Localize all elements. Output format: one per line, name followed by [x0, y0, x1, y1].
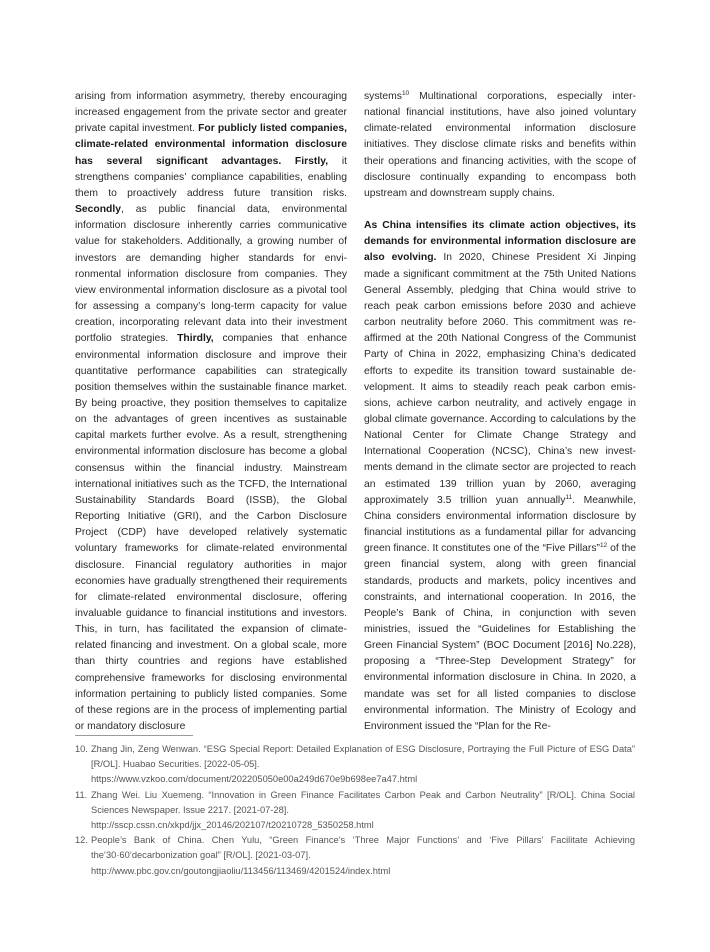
- left-column: [75, 89, 347, 735]
- footnote-citation: People’s Bank of China. Chen Yulu, “Green Finance’s ‘Three Major Functions’ and ‘Five Pillars’ Facilitate Achieving the‘30·60’decarbonization goal” [R/OL]. [2021-03-07].: [91, 835, 635, 861]
- footnote-item: [75, 788, 635, 834]
- bold-emphasis: Secondly: [75, 204, 121, 216]
- paragraph-text: companies that enhance environmental information disclosure and improve their quantitative performance capabilities can strategically position themselves within the sustainable finance market. By being proactive, they position themselves to capitalize on the advantages of green incentives as sustainable capital markets further evolve. As a result, strengthening environmental information disclosure has become a global consensus within the financial industry. Mainstream international initiatives such as the TCFD, the International Sustainability Standards Board (ISSB), the Global Reporting Initiative (GRI), and the Carbon Disclosure Project (CDP) have developed relatively systematic voluntary frameworks for climate-related environmental disclosure. Financial regulatory authorities in major economies have gradually strengthened their requirements for climate-related environmental disclosure, offering invaluable guidance to financial institutions and investors. This, in turn, has facilitated the expansion of climate-related financing and investment. On a global scale, more than thirty countries and regions have established comprehensive frameworks for disclosing environmental information pertaining to publicly listed companies. Some of these regions are in the process of implementing partial or mandatory disclosure: [75, 333, 347, 733]
- footnote-url[interactable]: http://sscp.cssn.cn/xkpd/jjx_20146/202107/t20210728_5350258.html: [91, 820, 374, 831]
- body-paragraph: [364, 218, 636, 735]
- body-paragraph: [75, 89, 347, 735]
- paragraph-text: of the green financial system, along with green financial standards, products and markets, policy incentives and constraints, and international cooperation. In 2016, the People’s Bank of China, in conjunction with seven ministries, issued the “Guidelines for Establishing the Green Financial System” (BOC Document [2016] No.228), proposing a “Three-Step Development Strategy” for environmental information disclosure in China. In 2020, a mandate was set for all listed companies to disclose environmental information. The Ministry of Ecology and Environment issued the “Plan for the Re-: [364, 543, 636, 732]
- paragraph-text: arising from information asymmetry, thereby encouraging increased engagement from the private sector and greater private capital investment.: [75, 91, 347, 135]
- bold-emphasis: Thirdly,: [177, 333, 214, 345]
- footnote-reference[interactable]: 11: [565, 493, 573, 501]
- footnote-number: 11.: [75, 789, 88, 800]
- footnote-reference[interactable]: 10: [401, 90, 410, 97]
- footnote-citation: Zhang Wei. Liu Xuemeng. “Innovation in Green Finance Facilitates Carbon Peak and Carbon Neutrality” [R/OL]. China Social Sciences Newspaper. Issue 2217. [2021-07-28].: [91, 789, 635, 815]
- body-paragraph: [364, 89, 636, 202]
- footnote-item: [75, 833, 635, 879]
- footnote-citation: Zhang Jin, Zeng Wenwan. “ESG Special Report: Detailed Explanation of ESG Disclosure, Portraying the Full Picture of ESG Data” [R/OL]. Huabao Securities. [2022-05-05].: [91, 744, 635, 770]
- footnote-reference[interactable]: 12: [599, 542, 608, 550]
- bold-emphasis: As China intensifies its climate action objectives, its demands for environmental information disclosure are also evolving.: [364, 220, 636, 264]
- paragraph-text: Multinational corporations, especially international financial institutions, have also joined voluntary climate-related environmental information disclosure initiatives. They disclose climate risks and benefits within their operations and financing activities, with the scope of disclosure continually expanding to encompass both upstream and downstream supply chains.: [364, 91, 636, 199]
- paragraph-text: In 2020, Chinese President Xi Jinping made a significant commitment at the 75th United Nations General Assembly, pledging that China would strive to reach peak carbon emissions before 2030 and achieve carbon neutrality before 2060. This commitment was reaffirmed at the 20th National Congress of the Communist Party of China in 2022, emphasizing China’s dedicated efforts to expedite its transition toward sustainable development. It aims to steadily reach peak carbon emissions, achieve carbon neutrality, and actively engage in global climate governance. According to calculations by the National Center for Climate Change Strategy and International Cooperation (NCSC), China’s new investments demand in the climate sector are projected to reach an estimated 139 trillion yuan by 2060, averaging approximately 3.5 trillion yuan annually: [364, 252, 636, 506]
- paragraph-text: . Meanwhile, China considers environmental information disclosure by financial institutions as a fundamental pillar for advancing green finance. It constitutes one of the “Five Pillars”: [364, 494, 636, 555]
- footnotes: [75, 742, 635, 879]
- footnote-url[interactable]: https://www.vzkoo.com/document/202205050e00a249d670e9b698ee7a47.html: [91, 774, 418, 785]
- footnote-number: 10.: [75, 744, 88, 754]
- paragraph-text: , as public financial data, environmental information disclosure inherently carries communicative value for stakeholders. Additionally, a growing number of investors are demanding higher standards for environmental information disclosure from companies. They view environmental information disclosure as a pivotal tool for assessing a company’s long-term capacity for value creation, incorporating relevant data into their investment portfolio strategies.: [75, 204, 347, 345]
- paragraph-text: systems: [364, 91, 402, 102]
- bold-emphasis: For publicly listed companies, climate-related environmental information disclosure has several significant advantages. Firstly,: [75, 123, 347, 167]
- right-column: [364, 89, 636, 735]
- footnote-url[interactable]: http://www.pbc.gov.cn/goutongjiaoliu/113456/113469/4201524/index.html: [91, 865, 391, 876]
- footnote-divider: [75, 735, 193, 736]
- footnote-item: [75, 742, 635, 788]
- footnote-number: 12.: [75, 835, 88, 846]
- paragraph-text: it strengthens companies’ compliance capabilities, enabling them to proactively address future transition risks.: [75, 155, 347, 199]
